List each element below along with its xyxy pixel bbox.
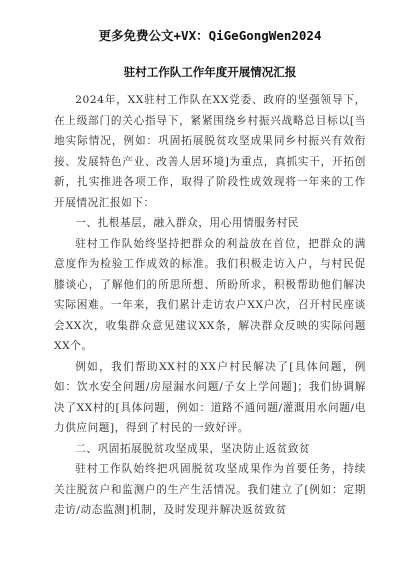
watermark-header: 更多免费公文+VX：QiGeGongWen2024 (98, 28, 322, 43)
paragraph-intro: 2024年，XX驻村工作队在XX党委、政府的坚强领导下，在上级部门的关心指导下，紧紧围绕乡村振兴战略总目标以[当地实际情况，例如：巩固拓展脱贫攻坚成果同乡村振兴有效衔接、发展特色产业、改善人居环境]为重点，真抓实干，开拓创新，扎实推进各项工作，取得了阶段性成效现将一年来的工作开展情况汇报如下： (54, 94, 366, 209)
paragraph-section-2-body: 驻村工作队始终把巩固脱贫攻坚成果作为首要任务，持续关注脱贫户和监测户的生产生活情况。我们建立了[例如：定期走访/动态监测]机制，及时发现并解决返贫致贫 (54, 463, 366, 516)
paragraph-section-1-body: 驻村工作队始终坚持把群众的利益放在首位，把群众的满意度作为检验工作成效的标准。我们积极走访入户，与村民促膝谈心，了解他们的所思所想、所盼所求，积极帮助他们解决实际困难。一年来，我们累计走访农户XX户次，召开村民座谈会XX次，收集群众意见建议XX条，解决群众反映的实际问题XX个。 (54, 237, 366, 352)
section-heading-1: 一、扎根基层，融入群众，用心用情服务村民 (75, 217, 300, 229)
paragraph-section-1-example: 例如，我们帮助XX村的XX户村民解决了[具体问题，例如：饮水安全问题/房屋漏水问题/子女上学问题]；我们协调解决了XX村的[具体问题，例如：道路不通问题/灌溉用水问题/电力供应问题]，得到了村民的一致好评。 (54, 360, 366, 434)
document-title: 驻村工作队工作年度开展情况汇报 (123, 65, 297, 79)
section-heading-2: 二、巩固拓展脱贫攻坚成果，坚决防止返贫致贫 (75, 442, 311, 455)
